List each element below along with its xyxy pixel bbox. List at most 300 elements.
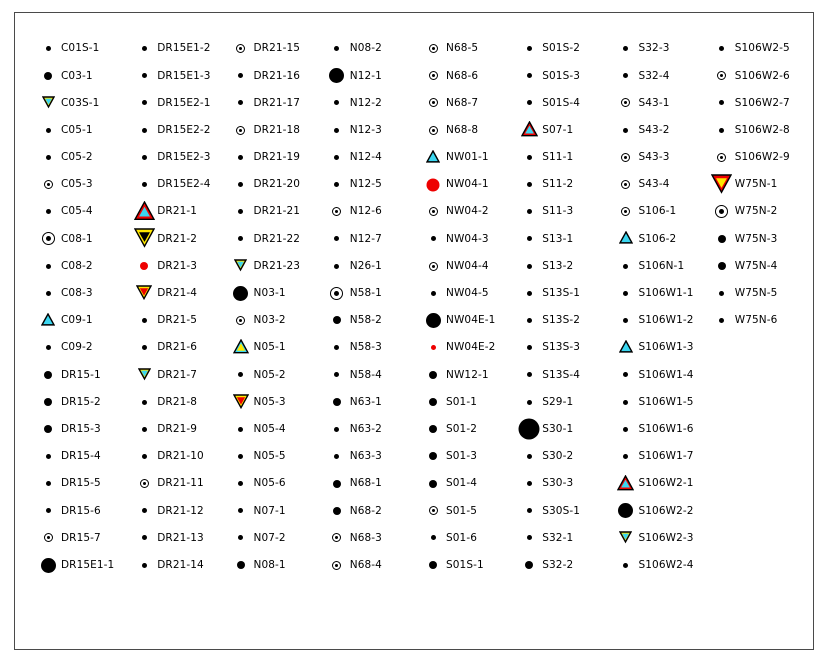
legend-entry-label: DR21-2 bbox=[157, 232, 198, 245]
filled-dot-medium-icon bbox=[324, 389, 350, 415]
legend-entry bbox=[131, 416, 227, 443]
legend-entry bbox=[516, 35, 612, 62]
legend-entry bbox=[131, 253, 227, 280]
filled-dot-medium-icon bbox=[420, 443, 446, 469]
legend-entry bbox=[324, 497, 420, 524]
legend-entry bbox=[709, 307, 805, 334]
legend-entry bbox=[131, 89, 227, 116]
filled-dot-small-icon bbox=[613, 117, 639, 143]
legend-entry bbox=[420, 388, 516, 415]
open-circle-small-icon bbox=[613, 199, 639, 225]
filled-dot-small-icon bbox=[131, 90, 157, 116]
legend-entry bbox=[420, 117, 516, 144]
legend-entry-label: N07-1 bbox=[253, 504, 286, 517]
filled-dot-medium-icon bbox=[35, 362, 61, 388]
legend-entry-label: S01-3 bbox=[446, 450, 477, 463]
legend-entry-label: S43-3 bbox=[638, 151, 670, 164]
triangle-up-cyan-icon bbox=[613, 335, 639, 361]
legend-entry-label: DR15E2-3 bbox=[157, 151, 211, 164]
filled-dot-small-icon bbox=[35, 443, 61, 469]
filled-dot-large-icon bbox=[613, 498, 639, 524]
triangle-down-yellow-small-icon bbox=[228, 253, 254, 279]
filled-dot-medium-icon bbox=[420, 552, 446, 578]
legend-entry-label: DR21-14 bbox=[157, 558, 204, 571]
filled-dot-small-icon bbox=[131, 63, 157, 89]
triangle-down-yellow-medium-icon bbox=[228, 389, 254, 415]
legend-entry-label: W75N-2 bbox=[734, 205, 778, 218]
legend-entry bbox=[613, 62, 709, 89]
legend-entry bbox=[420, 470, 516, 497]
legend-entry-label: DR15-7 bbox=[61, 531, 101, 544]
filled-dot-small-icon bbox=[35, 253, 61, 279]
filled-dot-small-icon bbox=[35, 36, 61, 62]
legend-entry bbox=[613, 470, 709, 497]
legend-entry-label: N68-4 bbox=[349, 558, 382, 571]
legend-entry-label: DR15-2 bbox=[61, 395, 101, 408]
legend-entry-label: DR21-12 bbox=[157, 504, 204, 517]
filled-dot-small-icon bbox=[35, 144, 61, 170]
legend-entry bbox=[228, 307, 324, 334]
legend-entry bbox=[324, 524, 420, 551]
filled-dot-small-icon bbox=[324, 443, 350, 469]
legend-entry bbox=[324, 280, 420, 307]
filled-dot-small-icon bbox=[516, 362, 542, 388]
legend-entry-label: C09-2 bbox=[61, 341, 93, 354]
open-circle-small-icon bbox=[324, 552, 350, 578]
legend-entry-label: S01S-4 bbox=[542, 96, 581, 109]
filled-dot-small-icon bbox=[516, 144, 542, 170]
legend-entry-label: N05-2 bbox=[253, 368, 286, 381]
legend-entry bbox=[228, 35, 324, 62]
legend-entry-label: W75N-4 bbox=[734, 259, 778, 272]
filled-dot-medium-icon bbox=[35, 389, 61, 415]
legend-entry bbox=[420, 443, 516, 470]
legend-entry-label: NW01-1 bbox=[446, 151, 489, 164]
legend-entry-label: DR15E2-1 bbox=[157, 96, 211, 109]
legend-entry-label: S106-1 bbox=[638, 205, 677, 218]
triangle-up-red-cyan-icon bbox=[516, 117, 542, 143]
legend-entry-label: N05-4 bbox=[253, 422, 286, 435]
legend-entry-label: S11-1 bbox=[542, 151, 574, 164]
legend-entry-label: C01S-1 bbox=[61, 42, 100, 55]
legend-entry-label: N68-3 bbox=[349, 531, 382, 544]
filled-dot-small-icon bbox=[131, 498, 157, 524]
legend-entry bbox=[35, 416, 131, 443]
legend-entry-label: NW04E-1 bbox=[446, 314, 496, 327]
filled-dot-small-icon bbox=[613, 63, 639, 89]
filled-dot-small-icon bbox=[228, 525, 254, 551]
legend-entry bbox=[228, 470, 324, 497]
open-circle-large-icon bbox=[709, 199, 735, 225]
legend-entry-label: N12-4 bbox=[349, 151, 382, 164]
filled-dot-small-icon bbox=[131, 335, 157, 361]
legend-entry-label: S11-2 bbox=[542, 178, 574, 191]
legend-entry bbox=[35, 62, 131, 89]
legend-entry-label: DR21-3 bbox=[157, 259, 198, 272]
legend-entry-label: DR21-20 bbox=[253, 178, 301, 191]
legend-entry bbox=[228, 144, 324, 171]
legend-entry bbox=[131, 470, 227, 497]
legend-entry-label: DR21-7 bbox=[157, 368, 198, 381]
legend-entry-label: N58-1 bbox=[349, 287, 382, 300]
legend-entry-label: S106W2-1 bbox=[638, 477, 694, 490]
triangle-down-yellow-small-icon bbox=[613, 525, 639, 551]
open-circle-small-icon bbox=[613, 144, 639, 170]
triangle-up-red-icon bbox=[131, 199, 157, 225]
legend-entry bbox=[516, 334, 612, 361]
legend-entry bbox=[420, 280, 516, 307]
legend-entry bbox=[228, 253, 324, 280]
legend-entry bbox=[228, 117, 324, 144]
filled-dot-large-icon bbox=[420, 307, 446, 333]
legend-entry-label: DR21-15 bbox=[253, 42, 301, 55]
legend-entry bbox=[516, 307, 612, 334]
legend-entry-label: S01-2 bbox=[446, 422, 477, 435]
filled-dot-small-icon bbox=[709, 117, 735, 143]
filled-dot-small-icon bbox=[516, 90, 542, 116]
legend-entry bbox=[709, 62, 805, 89]
open-circle-small-icon bbox=[420, 36, 446, 62]
triangle-up-cyan-icon bbox=[613, 226, 639, 252]
legend-entry-label: N68-6 bbox=[446, 69, 479, 82]
legend-entry bbox=[420, 171, 516, 198]
legend-entry bbox=[35, 470, 131, 497]
filled-dot-small-icon bbox=[324, 335, 350, 361]
legend-entry bbox=[324, 35, 420, 62]
filled-dot-small-icon bbox=[228, 443, 254, 469]
legend-entry bbox=[35, 334, 131, 361]
filled-dot-small-icon bbox=[516, 280, 542, 306]
legend-entry-label: S106W1-6 bbox=[638, 422, 694, 435]
legend-entry-label: DR21-4 bbox=[157, 287, 198, 300]
legend-entry bbox=[324, 117, 420, 144]
legend-entry bbox=[613, 334, 709, 361]
legend-entry-label: C05-4 bbox=[61, 205, 93, 218]
legend-entry-label: DR15E1-1 bbox=[61, 558, 115, 571]
legend-entry-label: S01-6 bbox=[446, 531, 477, 544]
legend-entry bbox=[516, 253, 612, 280]
legend-entry bbox=[324, 62, 420, 89]
legend-entry-label: DR21-11 bbox=[157, 477, 204, 490]
legend-entry bbox=[324, 198, 420, 225]
legend-entry-label: N68-1 bbox=[349, 477, 382, 490]
legend-entry-label: N12-1 bbox=[349, 69, 382, 82]
open-circle-small-icon bbox=[709, 63, 735, 89]
legend-grid bbox=[35, 35, 805, 641]
legend-entry-label: S29-1 bbox=[542, 395, 574, 408]
filled-dot-red-icon bbox=[131, 253, 157, 279]
legend-entry bbox=[131, 497, 227, 524]
legend-entry bbox=[516, 524, 612, 551]
legend-entry-label: N58-4 bbox=[349, 368, 382, 381]
legend-entry-label: C08-2 bbox=[61, 259, 93, 272]
legend-entry bbox=[516, 171, 612, 198]
legend-entry-label: DR21-17 bbox=[253, 96, 301, 109]
legend-entry bbox=[420, 253, 516, 280]
legend-entry bbox=[613, 89, 709, 116]
legend-entry-label: N03-1 bbox=[253, 287, 286, 300]
legend-entry bbox=[613, 35, 709, 62]
filled-dot-large-icon bbox=[35, 552, 61, 578]
triangle-down-yellow-large-icon bbox=[131, 226, 157, 252]
legend-entry-label: N58-2 bbox=[349, 314, 382, 327]
legend-entry bbox=[613, 552, 709, 579]
legend-entry bbox=[228, 89, 324, 116]
legend-entry-label: C05-1 bbox=[61, 123, 93, 136]
legend-entry bbox=[516, 497, 612, 524]
filled-dot-medium-icon bbox=[709, 253, 735, 279]
triangle-up-red-cyan-icon bbox=[613, 471, 639, 497]
legend-column bbox=[516, 35, 612, 579]
legend-entry bbox=[420, 307, 516, 334]
legend-entry bbox=[131, 524, 227, 551]
legend-entry-label: S106N-1 bbox=[638, 259, 685, 272]
legend-entry bbox=[35, 89, 131, 116]
legend-entry-label: DR15-1 bbox=[61, 368, 101, 381]
legend-entry bbox=[131, 334, 227, 361]
legend-entry-label: N05-5 bbox=[253, 450, 286, 463]
legend-entry-label: W75N-1 bbox=[734, 178, 778, 191]
legend-entry bbox=[709, 198, 805, 225]
open-circle-small-icon bbox=[613, 90, 639, 116]
legend-entry-label: DR15-3 bbox=[61, 422, 101, 435]
filled-dot-red-large-icon bbox=[420, 172, 446, 198]
open-circle-small-icon bbox=[228, 36, 254, 62]
legend-entry bbox=[35, 253, 131, 280]
legend-entry-label: S11-3 bbox=[542, 205, 574, 218]
legend-entry-label: S32-3 bbox=[638, 42, 670, 55]
legend-entry bbox=[228, 280, 324, 307]
legend-entry-label: S07-1 bbox=[542, 123, 574, 136]
legend-entry-label: S32-1 bbox=[542, 531, 574, 544]
filled-dot-small-icon bbox=[228, 172, 254, 198]
legend-entry bbox=[228, 497, 324, 524]
filled-dot-small-icon bbox=[131, 525, 157, 551]
legend-entry bbox=[709, 225, 805, 252]
filled-dot-small-icon bbox=[420, 280, 446, 306]
open-circle-small-icon bbox=[420, 117, 446, 143]
legend-entry-label: N12-5 bbox=[349, 178, 382, 191]
filled-dot-medium-icon bbox=[709, 226, 735, 252]
open-circle-small-icon bbox=[131, 471, 157, 497]
filled-dot-large-icon bbox=[324, 63, 350, 89]
legend-entry-label: C03-1 bbox=[61, 69, 93, 82]
filled-dot-small-icon bbox=[131, 172, 157, 198]
legend-entry-label: NW04-1 bbox=[446, 178, 489, 191]
filled-dot-small-icon bbox=[228, 226, 254, 252]
legend-entry-label: S106W2-9 bbox=[734, 151, 790, 164]
filled-dot-small-icon bbox=[613, 416, 639, 442]
legend-entry-label: S13S-2 bbox=[542, 314, 581, 327]
legend-entry-label: S30-1 bbox=[542, 422, 574, 435]
legend-entry-label: S106-2 bbox=[638, 232, 677, 245]
filled-dot-small-icon bbox=[131, 552, 157, 578]
filled-dot-small-icon bbox=[228, 416, 254, 442]
legend-entry bbox=[35, 552, 131, 579]
legend-entry-label: DR21-5 bbox=[157, 314, 198, 327]
legend-entry-label: S32-4 bbox=[638, 69, 670, 82]
triangle-down-yellow-medium-icon bbox=[131, 280, 157, 306]
legend-entry-label: DR21-10 bbox=[157, 450, 204, 463]
legend-entry bbox=[35, 225, 131, 252]
legend-entry-label: S43-1 bbox=[638, 96, 670, 109]
legend-entry bbox=[35, 524, 131, 551]
legend-entry bbox=[516, 144, 612, 171]
filled-dot-small-icon bbox=[131, 117, 157, 143]
legend-entry bbox=[131, 280, 227, 307]
legend-entry-label: C03S-1 bbox=[61, 96, 100, 109]
open-circle-small-icon bbox=[324, 199, 350, 225]
legend-entry bbox=[613, 388, 709, 415]
open-circle-small-icon bbox=[613, 172, 639, 198]
legend-entry bbox=[228, 443, 324, 470]
legend-entry bbox=[420, 225, 516, 252]
legend-column bbox=[324, 35, 420, 579]
legend-entry bbox=[613, 416, 709, 443]
filled-dot-small-icon bbox=[228, 498, 254, 524]
legend-entry bbox=[324, 171, 420, 198]
legend-entry-label: S106W2-2 bbox=[638, 504, 694, 517]
legend-entry bbox=[516, 443, 612, 470]
legend-entry-label: C05-3 bbox=[61, 178, 93, 191]
legend-entry-label: N03-2 bbox=[253, 314, 286, 327]
legend-entry bbox=[516, 117, 612, 144]
legend-entry-label: S13S-1 bbox=[542, 287, 581, 300]
legend-entry-label: DR21-18 bbox=[253, 123, 301, 136]
legend-entry bbox=[516, 552, 612, 579]
filled-dot-medium-icon bbox=[324, 471, 350, 497]
filled-dot-small-icon bbox=[324, 36, 350, 62]
legend-entry-label: NW12-1 bbox=[446, 368, 489, 381]
legend-entry bbox=[709, 89, 805, 116]
legend-entry-label: S106W2-7 bbox=[734, 96, 790, 109]
legend-entry-label: S106W2-5 bbox=[734, 42, 790, 55]
legend-entry bbox=[35, 171, 131, 198]
legend-entry bbox=[613, 280, 709, 307]
filled-dot-small-icon bbox=[516, 172, 542, 198]
legend-entry bbox=[516, 62, 612, 89]
legend-entry bbox=[324, 307, 420, 334]
legend-entry bbox=[613, 171, 709, 198]
legend-entry-label: S106W2-4 bbox=[638, 558, 694, 571]
open-circle-small-icon bbox=[35, 525, 61, 551]
filled-dot-small-icon bbox=[420, 226, 446, 252]
filled-dot-small-icon bbox=[131, 416, 157, 442]
legend-entry bbox=[131, 388, 227, 415]
filled-dot-small-icon bbox=[516, 253, 542, 279]
legend-entry-label: S01-5 bbox=[446, 504, 477, 517]
filled-dot-small-icon bbox=[324, 144, 350, 170]
legend-entry bbox=[516, 198, 612, 225]
legend-column bbox=[228, 35, 324, 579]
filled-dot-small-icon bbox=[35, 280, 61, 306]
legend-entry bbox=[131, 171, 227, 198]
legend-entry bbox=[324, 388, 420, 415]
triangle-up-cyan-icon bbox=[35, 307, 61, 333]
legend-entry-label: N63-1 bbox=[349, 395, 382, 408]
open-circle-small-icon bbox=[420, 199, 446, 225]
legend-entry-label: NW04-4 bbox=[446, 259, 489, 272]
legend-entry-label: S106W1-5 bbox=[638, 395, 694, 408]
filled-dot-medium-icon bbox=[324, 498, 350, 524]
legend-entry-label: DR15E1-2 bbox=[157, 42, 211, 55]
triangle-down-red-yellow-icon bbox=[709, 172, 735, 198]
filled-dot-small-icon bbox=[516, 226, 542, 252]
legend-entry-label: S01S-2 bbox=[542, 42, 581, 55]
triangle-down-yellow-small-icon bbox=[131, 362, 157, 388]
filled-dot-small-icon bbox=[709, 36, 735, 62]
legend-entry-label: N12-6 bbox=[349, 205, 382, 218]
legend-entry-label: W75N-3 bbox=[734, 232, 778, 245]
filled-dot-small-icon bbox=[516, 389, 542, 415]
filled-dot-small-icon bbox=[35, 498, 61, 524]
legend-entry bbox=[228, 334, 324, 361]
legend-entry bbox=[613, 117, 709, 144]
filled-dot-small-icon bbox=[35, 117, 61, 143]
filled-dot-small-icon bbox=[516, 307, 542, 333]
legend-entry-label: DR21-6 bbox=[157, 341, 198, 354]
legend-entry bbox=[35, 198, 131, 225]
legend-entry bbox=[131, 361, 227, 388]
filled-dot-small-icon bbox=[324, 226, 350, 252]
legend-entry-label: DR15E1-3 bbox=[157, 69, 211, 82]
legend-entry-label: NW04E-2 bbox=[446, 341, 496, 354]
legend-column bbox=[35, 35, 131, 579]
filled-dot-small-icon bbox=[228, 199, 254, 225]
legend-entry-label: N63-3 bbox=[349, 450, 382, 463]
filled-dot-medium-icon bbox=[228, 552, 254, 578]
filled-dot-small-icon bbox=[131, 443, 157, 469]
open-circle-small-icon bbox=[420, 90, 446, 116]
filled-dot-small-icon bbox=[516, 525, 542, 551]
legend-entry bbox=[35, 388, 131, 415]
legend-entry bbox=[324, 253, 420, 280]
filled-dot-small-icon bbox=[613, 253, 639, 279]
legend-entry bbox=[516, 416, 612, 443]
filled-dot-small-icon bbox=[516, 63, 542, 89]
legend-entry-label: N12-7 bbox=[349, 232, 382, 245]
legend-entry-label: S13-2 bbox=[542, 259, 574, 272]
legend-column bbox=[131, 35, 227, 579]
legend-entry bbox=[228, 361, 324, 388]
filled-dot-small-icon bbox=[131, 389, 157, 415]
legend-entry-label: N68-7 bbox=[446, 96, 479, 109]
legend-entry-label: N12-3 bbox=[349, 123, 382, 136]
legend-entry-label: C08-1 bbox=[61, 232, 93, 245]
legend-entry-label: S30-3 bbox=[542, 477, 574, 490]
filled-dot-medium-icon bbox=[420, 471, 446, 497]
legend-entry-label: N68-2 bbox=[349, 504, 382, 517]
legend-entry-label: S106W1-2 bbox=[638, 314, 694, 327]
filled-dot-small-icon bbox=[228, 63, 254, 89]
legend-entry bbox=[420, 497, 516, 524]
legend-entry-label: S30S-1 bbox=[542, 504, 581, 517]
filled-dot-medium-icon bbox=[516, 552, 542, 578]
legend-entry-label: S106W1-4 bbox=[638, 368, 694, 381]
filled-dot-small-icon bbox=[324, 172, 350, 198]
legend-entry bbox=[613, 361, 709, 388]
legend-entry bbox=[324, 361, 420, 388]
legend-entry bbox=[709, 280, 805, 307]
open-circle-small-icon bbox=[420, 253, 446, 279]
legend-entry bbox=[35, 280, 131, 307]
legend-entry bbox=[131, 552, 227, 579]
filled-dot-small-icon bbox=[324, 117, 350, 143]
legend-entry-label: NW04-5 bbox=[446, 287, 489, 300]
filled-dot-small-icon bbox=[613, 389, 639, 415]
legend-column bbox=[420, 35, 516, 579]
legend-entry-label: DR21-19 bbox=[253, 151, 301, 164]
